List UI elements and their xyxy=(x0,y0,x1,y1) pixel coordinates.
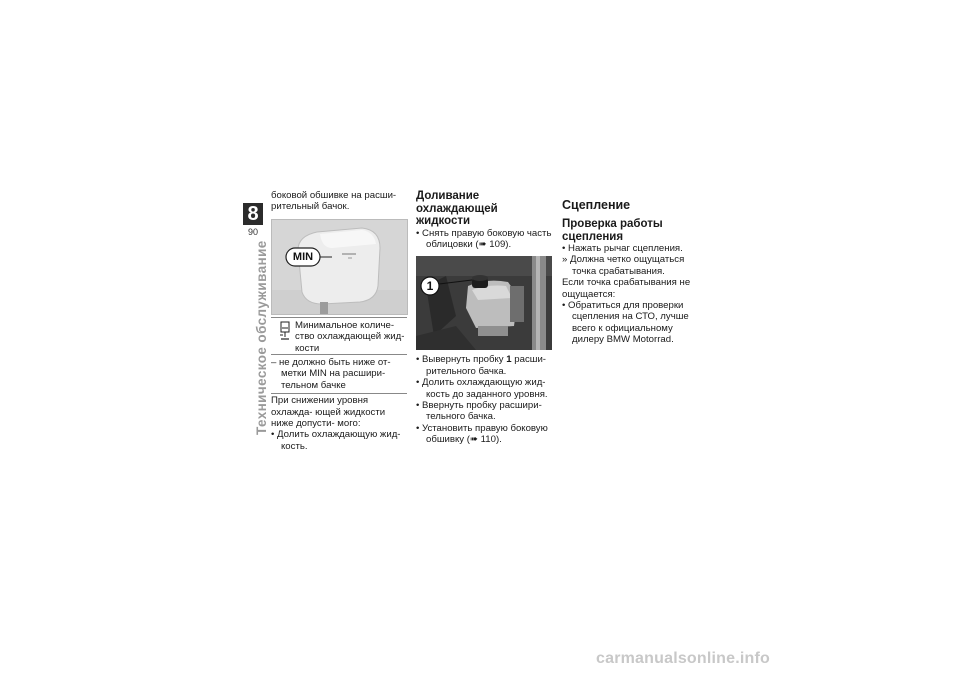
coolant-reservoir-figure xyxy=(271,219,408,315)
cap-reference-number: 1 xyxy=(506,354,512,366)
subsection-heading-clutch-check: Проверка работы сцепления xyxy=(562,218,663,243)
fluid-level-icon xyxy=(279,321,291,341)
chapter-side-title xyxy=(244,240,269,435)
column-2 xyxy=(416,190,553,446)
page-number: 90 xyxy=(247,227,258,237)
chapter-side-title-text: Техническое обслуживание xyxy=(254,240,269,435)
section-heading-clutch: Сцепление xyxy=(562,198,631,212)
column-3 xyxy=(562,190,702,346)
contact-dealer-bullet: • Обратиться для проверки сцепления на СТО, лучше всего к официальному дилеру BMW Motorrad. xyxy=(562,300,689,346)
cap-callout-label: 1 xyxy=(426,279,434,294)
note-heading-row xyxy=(271,320,407,354)
reservoir-cap-photo xyxy=(416,256,552,350)
watermark: carmanualsonline.info xyxy=(596,650,771,667)
reservoir-cap-figure xyxy=(416,256,552,350)
note-title: Минимальное количе- ство охлаждающей жид- кости xyxy=(295,319,405,354)
unscrew-cap-bullet xyxy=(416,354,553,377)
expected-result: » Должна четко ощущаться точка срабатывания. xyxy=(562,254,685,277)
no-engagement-text: Если точка срабатывания не ощущается: xyxy=(562,277,691,300)
unscrew-cap-text-end: расши- рительного бачка. xyxy=(426,354,546,377)
coolant-reservoir-illustration xyxy=(272,220,407,314)
intro-text: боковой обшивке на расши- рительный бачок. xyxy=(271,190,397,213)
screw-cap-bullet: • Ввернуть пробку расшири- тельного бачка. xyxy=(416,399,542,423)
top-up-bullet: • Долить охлаждающую жид- кость. xyxy=(271,429,401,452)
unscrew-cap-text-start: • Вывернуть пробку xyxy=(416,354,507,366)
fill-coolant-bullet: • Долить охлаждающую жид- кость до заданного уровня. xyxy=(416,377,548,400)
section-heading-coolant: Доливание охлаждающей жидкости xyxy=(416,190,498,227)
low-level-text: При снижении уровня охлажда- ющей жидкости ниже допусти- мого: xyxy=(271,395,386,430)
remove-panel-bullet: • Снять правую боковую часть облицовки (➠ 109). xyxy=(416,227,552,250)
note-requirement: – не должно быть ниже от- метки MIN на расшири- тельном бачке xyxy=(271,354,407,391)
coolant-spec-note xyxy=(271,317,407,394)
install-panel-bullet: • Установить правую боковую обшивку (➠ 110). xyxy=(416,422,548,446)
press-lever-bullet: • Нажать рычаг сцепления. xyxy=(562,243,683,254)
column-1 xyxy=(271,190,407,452)
chapter-number: 8 xyxy=(243,203,263,225)
min-callout-label: MIN xyxy=(292,250,314,263)
